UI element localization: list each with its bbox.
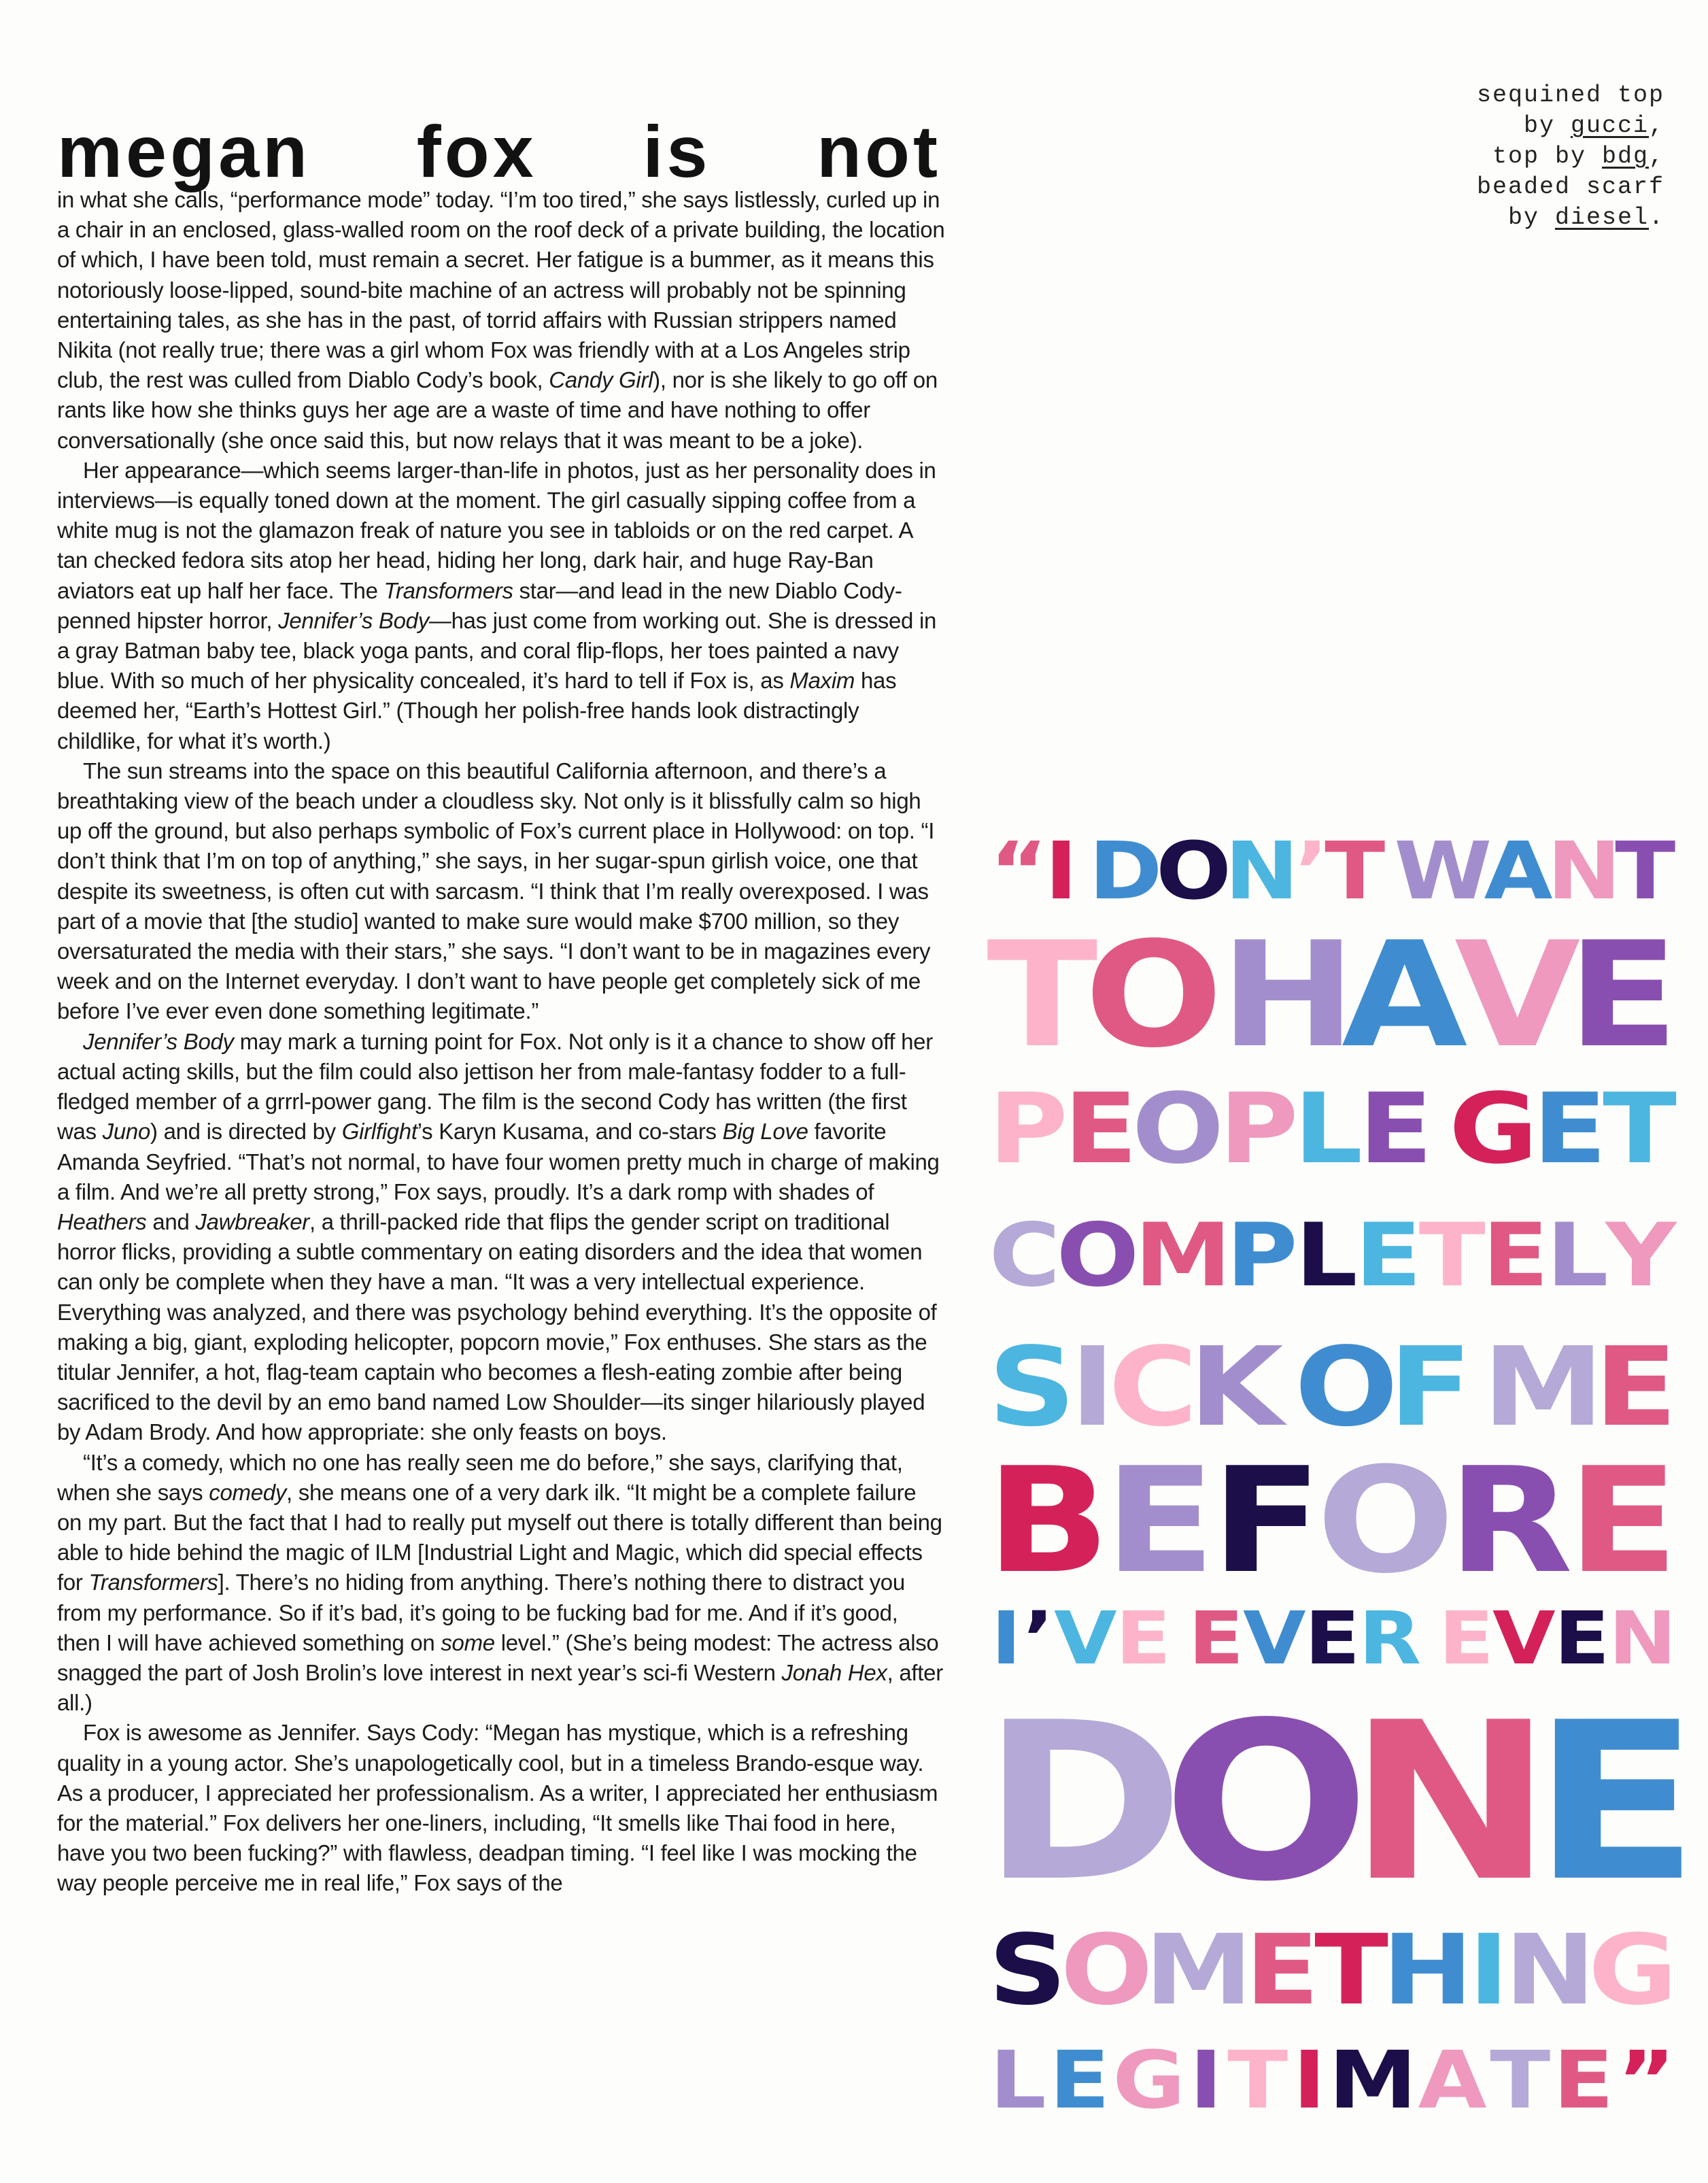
pull-quote-letter: W <box>1394 826 1492 918</box>
pull-quote-letter: M <box>1482 1323 1604 1451</box>
pull-quote-letter: E <box>1593 1323 1677 1451</box>
pull-quote-letter: M <box>1144 1914 1252 2027</box>
text-run: ), nor is she likely to go off on rants like how she thinks guys her age are a waste of time and have nothing to offer conversationally (she once said this, but now relays that it was meant to be a joke). <box>57 367 938 453</box>
pull-quote-letter: L <box>989 2034 1046 2127</box>
credit-text: , <box>1648 143 1664 170</box>
pull-quote-letter: I <box>1292 2034 1326 2127</box>
pull-quote-letter: E <box>1567 1436 1679 1606</box>
text-run: level.” (She’s being modest: The actress also snagged the part of Josh Brolin’s love interest in next year’s sci-fi Western <box>57 1629 939 1685</box>
pull-quote-letter: C <box>1108 1323 1199 1451</box>
credit-line: beaded scarf <box>1476 173 1664 201</box>
article-paragraph <box>57 1027 946 1448</box>
pull-quote-letter: O <box>1132 1072 1225 1185</box>
text-run: ’s Karyn Kusama, and co-stars <box>417 1119 723 1145</box>
pull-quote-letter: E <box>1359 1072 1433 1185</box>
pull-quote-letter: M <box>1133 1205 1231 1307</box>
pull-quote-letter: O <box>1316 1436 1455 1606</box>
pull-quote-letter: E <box>1533 1072 1607 1185</box>
pull-quote-letter: ’ <box>1023 1596 1055 1681</box>
text-run: Her appearance—which seems larger-than-life in photos, just as her personality does in interviews—is equally toned down at the moment. The girl casually sipping coffee from a white mug is not the glamazon freak of nature you see in tabloids or on the red carpet. A tan checked fedora sits atop her head, hiding her long, dark hair, and huge Ray-Ban aviators eat up half her face. The <box>57 457 936 603</box>
text-run: The sun streams into the space on this beautiful California afternoon, and there’s a breathtaking view of the beach under a cloudless sky. Not only is it blissfully calm so high up off the ground, but also perhaps symbolic of Fox’s current place in Hollywood: on top. “I don’t think that I’m on top of anything,” she says, in her sugar-spun girlish voice, one that despite its sweetness, is often cut with sarcasm. “I think that I’m really overexposed. I was part of a movie that [the studio] wanted to make sure would make $700 million, so they oversaturated the media with their stars,” she says. “I don’t want to be in magazines every week and on the Internet everyday. I don’t want to have people get completely sick of me before I’ve ever even done something legitimate.” <box>57 758 935 1024</box>
pull-quote-typography <box>982 816 1699 2135</box>
pull-quote-letter: M <box>1329 2034 1418 2127</box>
pull-quote-letter: C <box>989 1205 1061 1307</box>
pull-quote-letter: B <box>986 1436 1110 1606</box>
pull-quote-letter: I <box>1189 2034 1223 2127</box>
pull-quote-letter: A <box>1342 911 1468 1081</box>
pull-quote-letter: O <box>1084 911 1223 1081</box>
pull-quote-letter: V <box>1242 1596 1306 1681</box>
pull-quote-letter: T <box>1314 1914 1388 2027</box>
pull-quote-letter: I <box>991 1596 1022 1681</box>
pull-quote-letter: V <box>1454 911 1580 1081</box>
pull-quote-letter: E <box>1063 1072 1138 1185</box>
text-run: Fox is awesome as Jennifer. Says Cody: “Megan has mystique, which is a refreshing quality in a young actor. She’s unapologetically cool, but in a timeless Brando-esque way. As a producer, I appreciated her professionalism. As a writer, I appreciated her enthusiasm for the material.” Fox delivers her one-liners, including, “It smells like Thai food in here, have you two been fucking?” with flawless, deadpan timing. “I feel like I was mocking the way people perceive me in real life,” Fox says of the <box>57 1720 938 1896</box>
pull-quote-letter: O <box>1056 1205 1140 1307</box>
credit-text: . <box>1648 204 1664 231</box>
pull-quote-letter: F <box>1211 1436 1322 1606</box>
text-run: “It’s a comedy, which no one has really seen me do before,” she says, clarifying that, when she says <box>57 1449 903 1505</box>
pull-quote-letter: P <box>1218 1072 1299 1185</box>
pull-quote-letter: V <box>1054 1596 1117 1681</box>
credit-brand: diesel <box>1554 204 1649 231</box>
pull-quote-letter: O <box>1060 1914 1152 2027</box>
pull-quote-letter: P <box>1226 1205 1299 1307</box>
pull-quote-letter: O <box>1156 826 1232 918</box>
pull-quote-letter: E <box>1553 2034 1614 2127</box>
pull-quote-letter: ” <box>1617 2034 1676 2127</box>
pull-quote-letter: O <box>1162 1674 1370 1929</box>
pull-quote-letter: T <box>1489 2034 1551 2127</box>
italic-text: Jawbreaker <box>195 1208 309 1234</box>
pull-quote-letter: H <box>1219 911 1356 1081</box>
pull-quote-letter: E <box>1567 911 1679 1081</box>
headline-word: megan <box>57 110 311 192</box>
pull-quote-letter: S <box>988 1323 1076 1451</box>
pull-quote-letter: R <box>1447 1436 1573 1606</box>
credit-text: , <box>1648 112 1664 139</box>
article-paragraph <box>57 1718 946 1898</box>
pull-quote-letter: D <box>982 1674 1185 1929</box>
italic-text: Transformers <box>383 577 513 603</box>
pull-quote-letter: S <box>988 1914 1067 2027</box>
credit-line <box>1284 141 1664 172</box>
pull-quote-line <box>989 1194 1677 1319</box>
article-headline <box>57 110 941 192</box>
pull-quote-line <box>987 911 1679 1081</box>
text-run: , after all.) <box>57 1659 943 1716</box>
text-run: , a thrill-packed ride that flips the gender script on traditional horror flicks, providing a subtle commentary on eating disorders and the idea that women can only be complete when they have a man. “It was a very intellectual experience. Everything was analyzed, and there was psychology behind everything. It’s the opposite of making a big, giant, exploding helicopter, popcorn movie,” Fox enthuses. She stars as the titular Jennifer, a hot, flag-team captain who becomes a flesh-eating zombie after being sacrificed to the devil by an emo band named Low Shoulder—its singer hilariously played by Adam Brody. And how appropriate: she only feasts on boys. <box>57 1208 937 1445</box>
pull-quote-letter: T <box>987 911 1098 1081</box>
pull-quote-letter: I <box>1070 1323 1115 1451</box>
text-run: may mark a turning point for Fox. Not only is it a chance to show off her actual acting skills, but the film could also jettison her from male-fantasy fodder to a full-fledged member of a grrrl-power gang. The film is the second Cody has written (the first was <box>57 1028 933 1145</box>
pull-quote-letter: N <box>1225 826 1299 918</box>
credit-brand: gucci <box>1570 112 1649 139</box>
italic-text: Jennifer’s Body <box>278 607 429 633</box>
credit-line: sequined top <box>1476 82 1664 109</box>
article-paragraph <box>57 1448 946 1719</box>
pull-quote-line <box>982 1674 1699 1929</box>
text-run: , she means one of a very dark ilk. “It might be a complete failure on my part. But the fact that I had to really put myself out there is totally different than being able to hide behind the magic of ILM [Industrial Light and Magic, which did special effects for <box>57 1479 942 1595</box>
italic-text: some <box>441 1629 495 1655</box>
text-run: in what she calls, “performance mode” today. “I’m too tired,” she says listlessly, curled up in a chair in an enclosed, glass-walled room on the roof deck of a private building, the location of which, I have been told, must remain a secret. Her fatigue is a bummer, as it means this notoriously loose-lipped, sound-bite machine of an actress will probably not be spinning entertaining tales, as she has in the past, of torrid affairs with Russian strippers named Nikita (not really true; there was a girl whom Fox was friendly with at a Los Angeles strip club, the rest was culled from Diablo Cody’s book, <box>57 187 945 393</box>
text-run: star—and lead in the new Diablo Cody-penned hipster horror, <box>57 577 902 633</box>
pull-quote-line <box>988 1319 1677 1455</box>
pull-quote-line <box>989 2027 1676 2135</box>
pull-quote-letter: N <box>1608 1596 1677 1681</box>
italic-text: Maxim <box>789 668 855 694</box>
article-paragraph <box>57 456 946 756</box>
pull-quote-letter: F <box>1388 1323 1473 1451</box>
text-run: and <box>146 1208 196 1234</box>
pull-quote-letter: A <box>1484 826 1554 918</box>
pull-quote-letter: I <box>1468 1914 1509 2027</box>
pull-quote-letter: E <box>1115 1596 1172 1681</box>
pull-quote-letter: G <box>1112 2034 1186 2127</box>
italic-text: Jennifer’s Body <box>83 1028 234 1054</box>
italic-text: Big Love <box>722 1119 808 1145</box>
text-run: ]. There’s no hiding from anything. There’s nothing there to distract you from my performance. So if it’s bad, it’s going to be fucking bad for me. And if it’s good, then I will have achieved something on <box>57 1570 905 1655</box>
pull-quote-letter: “ <box>989 826 1048 918</box>
pull-quote-letter: N <box>1546 826 1622 918</box>
text-run: ) and is directed by <box>150 1119 342 1145</box>
text-run: favorite Amanda Seyfried. “That’s not normal, to have four women pretty much in charge of making a film. And we’re all pretty strong,” Fox says, proudly. It’s a dark romp with shades of <box>57 1119 940 1204</box>
article-paragraph <box>57 185 946 456</box>
credit-brand: bdg <box>1601 143 1649 170</box>
pull-quote-letter: N <box>1504 1914 1596 2027</box>
italic-text: Girlfight <box>341 1119 417 1145</box>
pull-quote-letter: A <box>1418 2034 1487 2127</box>
pull-quote-letter: I <box>1044 826 1078 918</box>
italic-text: Transformers <box>88 1570 218 1595</box>
article-paragraph <box>57 756 946 1027</box>
italic-text: Candy Girl <box>549 367 653 393</box>
pull-quote-letter: T <box>1602 1072 1677 1185</box>
credit-line <box>1284 203 1664 233</box>
pull-quote-letter: E <box>1304 1596 1361 1681</box>
pull-quote-letter: L <box>1293 1072 1363 1185</box>
text-run: has deemed her, “Earth’s Hottest Girl.” (Though her polish-free hands look distractingly childlike, for what it’s worth.) <box>57 668 897 754</box>
pull-quote-letter: T <box>1615 826 1676 918</box>
pull-quote-letter: P <box>988 1072 1068 1185</box>
pull-quote-line <box>988 1914 1677 2027</box>
pull-quote-letter: D <box>1089 826 1163 918</box>
pull-quote-letter: ’ <box>1295 826 1329 918</box>
credit-text: by <box>1523 112 1571 139</box>
pull-quote-letter: E <box>1532 1674 1699 1929</box>
headline-word: not <box>817 110 941 192</box>
pull-quote-letter: T <box>1227 2034 1288 2127</box>
pull-quote-letter: O <box>1294 1323 1399 1451</box>
pull-quote-line <box>986 1436 1679 1606</box>
pull-quote-letter: E <box>1104 1436 1216 1606</box>
pull-quote-line <box>988 1064 1677 1194</box>
pull-quote-letter: E <box>1188 1596 1244 1681</box>
italic-text: Juno <box>102 1119 151 1145</box>
pull-quote-letter: N <box>1348 1674 1552 1929</box>
pull-quote-letter: T <box>1325 826 1386 918</box>
wardrobe-credit <box>1284 80 1664 233</box>
credit-line <box>1284 111 1664 141</box>
pull-quote-letter: E <box>1354 1205 1422 1307</box>
article-body <box>57 185 946 1899</box>
pull-quote-letter: E <box>1049 2034 1110 2127</box>
pull-quote-letter: H <box>1382 1914 1473 2027</box>
pull-quote-letter: L <box>1295 1205 1358 1307</box>
pull-quote-letter: G <box>1588 1914 1677 2027</box>
headline-word: fox <box>416 110 537 192</box>
italic-text: comedy <box>209 1479 287 1505</box>
pull-quote-letter: L <box>1546 1205 1609 1307</box>
italic-text: Jonah Hex <box>781 1659 887 1685</box>
pull-quote-letter: T <box>1418 1205 1486 1307</box>
credit-text: by <box>1507 204 1555 231</box>
pull-quote-letter: K <box>1189 1323 1284 1451</box>
credit-text: top by <box>1492 143 1602 170</box>
pull-quote-letter: E <box>1482 1205 1550 1307</box>
pull-quote-letter: V <box>1492 1596 1556 1681</box>
pull-quote-letter: E <box>1438 1596 1494 1681</box>
pull-quote-letter: E <box>1245 1914 1320 2027</box>
pull-quote-letter: Y <box>1605 1205 1677 1307</box>
pull-quote-letter: R <box>1359 1596 1422 1681</box>
pull-quote-letter: G <box>1448 1072 1538 1185</box>
headline-word: is <box>643 110 711 192</box>
italic-text: Heathers <box>57 1208 147 1234</box>
pull-quote-letter: E <box>1554 1596 1610 1681</box>
text-run: —has just come from working out. She is dressed in a gray Batman baby tee, black yoga pants, and coral flip-flops, her toes painted a navy blue. With so much of her physicality concealed, it’s hard to tell if Fox is, as <box>57 607 937 694</box>
